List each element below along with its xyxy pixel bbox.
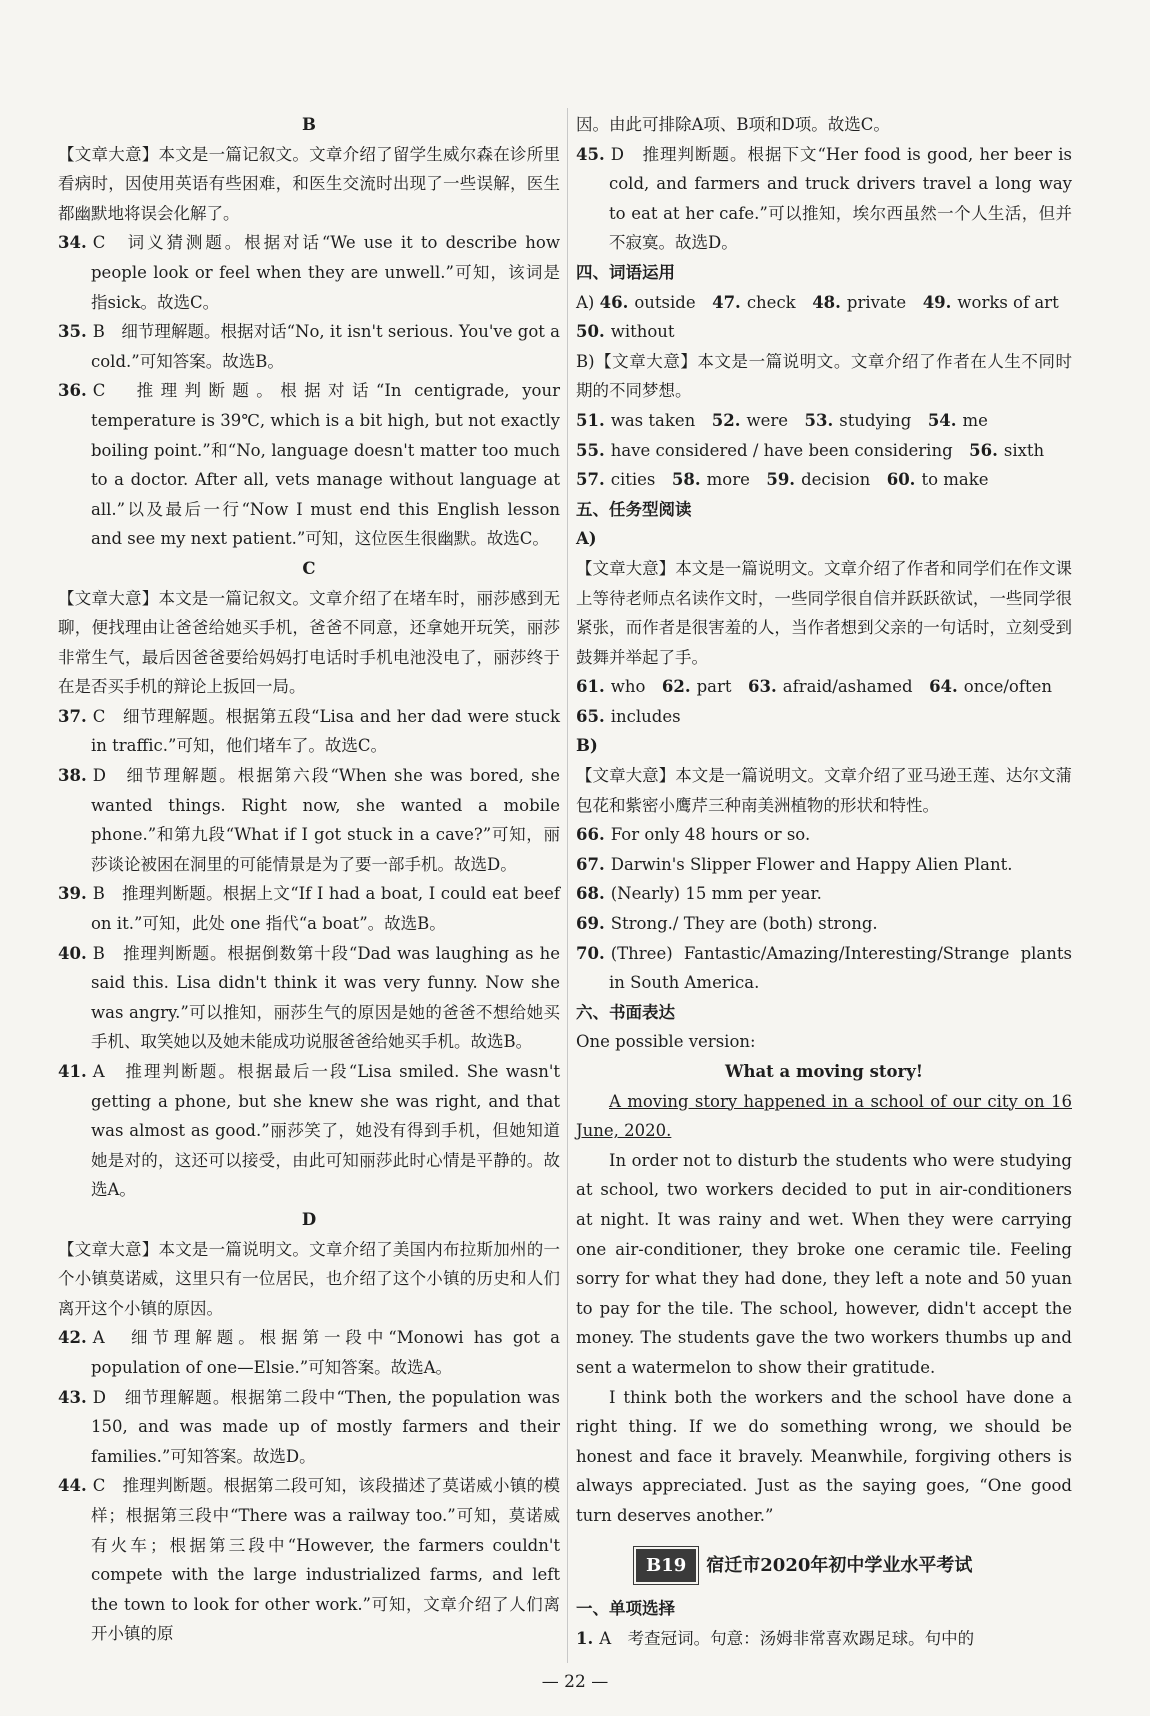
item-number: 35. — [58, 322, 87, 342]
summary-paragraph: B)【文章大意】本文是一篇说明文。文章介绍了作者在人生不同时期的不同梦想。 — [576, 351, 1072, 401]
answer-item — [58, 228, 560, 317]
answer-row: 65. includes — [576, 706, 681, 726]
answer-item: 70. (Three) Fantastic/Amazing/Interesting/Strange plants in South America. — [576, 943, 1072, 993]
item-text: C 推理判断题。根据对话“In centigrade, your temperature is 39℃, which is a bit high, but not exactly boiling point.”和“No, language doesn't matter too much to a doctor. After all, vets manage without language at all.”以及最后一行“Now I must end this English lesson and see my next patient.”可知，这位医生很幽默。故选C。 — [91, 381, 560, 549]
answer-item — [58, 1323, 560, 1382]
item-text: A 细节理解题。根据第一段中“Monowi has got a population of one—Elsie.”可知答案。故选A。 — [91, 1328, 560, 1377]
answer-item: 69. Strong./ They are (both) strong. — [576, 914, 878, 934]
item-number: 34. — [58, 233, 87, 253]
section-letter-heading: B — [302, 115, 316, 134]
item-text: D 细节理解题。根据第二段中“Then, the population was 150, and was made up of mostly farmers and their families.”可知答案。故选D。 — [91, 1387, 560, 1466]
exam-banner — [576, 1549, 1072, 1583]
summary-paragraph: 【文章大意】本文是一篇说明文。文章介绍了作者和同学们在作文课上等待老师点名读作文时，一些同学很自信并跃跃欲试，一些同学很紧张，而作者是很害羞的人，当作者想到父亲的一句话时，立刻受到鼓舞并举起了手。 — [576, 558, 1072, 667]
item-text: C 词义猜测题。根据对话“We use it to describe how people look or feel when they are unwell.”可知，该词是指sick。故选C。 — [91, 233, 560, 312]
item-number: 36. — [58, 381, 87, 401]
right-column — [576, 110, 1072, 1653]
sub-label: B) — [576, 736, 598, 756]
answer-item — [58, 376, 560, 554]
answer-item — [58, 1471, 560, 1649]
answer-row: 50. without — [576, 322, 675, 342]
answer-item — [58, 939, 560, 1057]
essay-title: What a moving story! — [724, 1062, 924, 1081]
answer-item: 68. (Nearly) 15 mm per year. — [576, 884, 822, 904]
item-text: C 推理判断题。根据第二段可知，该段描述了莫诺威小镇的模样；根据第三段中“There was a railway too.”可知，莫诺威有火车；根据第三段中“However, the farmers couldn't compete with the large industrialized farms, and left the town to look for other work.”可知，文章介绍了人们离开小镇的原 — [91, 1476, 560, 1644]
section-heading: 六、书面表达 — [576, 1002, 675, 1022]
item-text: C 细节理解题。根据第五段“Lisa and her dad were stuck in traffic.”可知，他们堵车了。故选C。 — [91, 706, 560, 756]
summary-paragraph: 【文章大意】本文是一篇记叙文。文章介绍了在堵车时，丽莎感到无聊，便找理由让爸爸给她买手机，爸爸不同意，还拿她开玩笑，丽莎非常生气，最后因爸爸要给妈妈打电话时手机电池没电了，丽莎终于在是否买手机的辩论上扳回一局。 — [58, 588, 560, 697]
section-letter-heading: C — [302, 558, 316, 578]
answer-item — [58, 702, 560, 761]
summary-paragraph: 【文章大意】本文是一篇记叙文。文章介绍了留学生威尔森在诊所里看病时，因使用英语有些困难，和医生交流时出现了一些误解，医生都幽默地将误会化解了。 — [58, 144, 560, 223]
item-text: B 推理判断题。根据上文“If I had a boat, I could eat beef on it.”可知，此处 one 指代“a boat”。故选B。 — [91, 884, 560, 934]
item-number: 44. — [58, 1476, 87, 1496]
answer-row: 51. was taken 52. were 53. studying 54. me — [576, 410, 988, 430]
essay-paragraph: I think both the workers and the school have done a right thing. If we do something wrong, we should be honest and face it bravely. Meanwhile, forgiving others is always appreciated. Just as the saying goes, “One good turn deserves another.” — [576, 1387, 1072, 1525]
answer-row: A) 46. outside 47. check 48. private 49. works of art — [576, 292, 1059, 312]
answer-item — [58, 317, 560, 376]
page-number: — 22 — — [541, 1672, 609, 1692]
item-number: 42. — [58, 1328, 87, 1348]
exam-title: 宿迁市2020年初中学业水平考试 — [706, 1554, 973, 1576]
item-number: 40. — [58, 943, 87, 963]
item-text: A 推理判断题。根据最后一段“Lisa smiled. She wasn't getting a phone, but she knew she was right, and that was almost as good.”丽莎笑了，她没有得到手机，但她知道她是对的，这还可以接受，由此可知丽莎此时心情是平静的。故选A。 — [91, 1062, 560, 1200]
answer-row: 57. cities 58. more 59. decision 60. to make — [576, 470, 989, 490]
answer-row: 61. who 62. part 63. afraid/ashamed 64. once/often — [576, 677, 1052, 697]
essay-paragraph: In order not to disturb the students who were studying at school, two workers decided to put in air-conditioners at night. It was rainy and wet. When they were carrying one air-conditioner, they broke one ceramic tile. Feeling sorry for what they had done, they left a note and 50 yuan to pay for the tile. The school, however, didn't accept the money. The students gave the two workers thumbs up and sent a watermelon to show their gratitude. — [576, 1150, 1072, 1377]
exam-tag: B19 — [636, 1549, 696, 1583]
answer-item — [58, 879, 560, 938]
item-number: 41. — [58, 1062, 87, 1081]
item-number: 39. — [58, 884, 87, 904]
column-divider — [567, 108, 568, 1663]
answer-item: 45. D 推理判断题。根据下文“Her food is good, her beer is cold, and farmers and truck drivers travel a long way to eat at her cafe.”可以推知，埃尔西虽然一个人生活，但并不寂寞。故选D。 — [576, 144, 1072, 253]
section-heading: 一、单项选择 — [576, 1599, 675, 1619]
answer-item: 66. For only 48 hours or so. — [576, 825, 811, 845]
sub-label: A) — [576, 529, 597, 549]
section-heading: 四、词语运用 — [576, 262, 675, 282]
essay-paragraph: A moving story happened in a school of our city on 16 June, 2020. — [576, 1091, 1072, 1141]
section-letter-heading: D — [301, 1209, 317, 1229]
item-number: 37. — [58, 706, 87, 726]
item-text: B 推理判断题。根据倒数第十段“Dad was laughing as he said this. Lisa didn't think it was very funny. Now she was angry.”可以推知，丽莎生气的原因是她的爸爸不想给她买手机、取笑她以及她未能成功说服爸爸给她买手机。故选B。 — [91, 943, 560, 1052]
answer-item — [58, 1383, 560, 1472]
continued-text: 因。由此可排除A项、B项和D项。故选C。 — [576, 115, 890, 134]
item-number: 38. — [58, 766, 87, 786]
answer-row: 55. have considered / have been considering 56. sixth — [576, 440, 1045, 460]
left-column — [58, 110, 560, 1649]
version-label: One possible version: — [576, 1032, 756, 1052]
item-text: B 细节理解题。根据对话“No, it isn't serious. You've got a cold.”可知答案。故选B。 — [91, 322, 560, 371]
answer-item — [58, 1057, 560, 1205]
summary-paragraph: 【文章大意】本文是一篇说明文。文章介绍了亚马逊王莲、达尔文蒲包花和紫密小鹰芹三种南美洲植物的形状和特性。 — [576, 766, 1072, 815]
answer-item: 1. A 考查冠词。句意：汤姆非常喜欢踢足球。句中的 — [576, 1628, 975, 1648]
section-heading: 五、任务型阅读 — [576, 499, 692, 519]
item-text: D 细节理解题。根据第六段“When she was bored, she wanted things. Right now, she wanted a mobile phone.”和第九段“What if I got stuck in a cave?”可知，丽莎谈论被困在洞里的可能情景是为了要一部手机。故选D。 — [91, 766, 560, 874]
summary-paragraph: 【文章大意】本文是一篇说明文。文章介绍了美国内布拉斯加州的一个小镇莫诺威，这里只有一位居民，也介绍了这个小镇的历史和人们离开这个小镇的原因。 — [58, 1239, 560, 1318]
answer-item — [58, 761, 560, 879]
item-number: 43. — [58, 1387, 87, 1407]
answer-item: 67. Darwin's Slipper Flower and Happy Alien Plant. — [576, 854, 1013, 874]
